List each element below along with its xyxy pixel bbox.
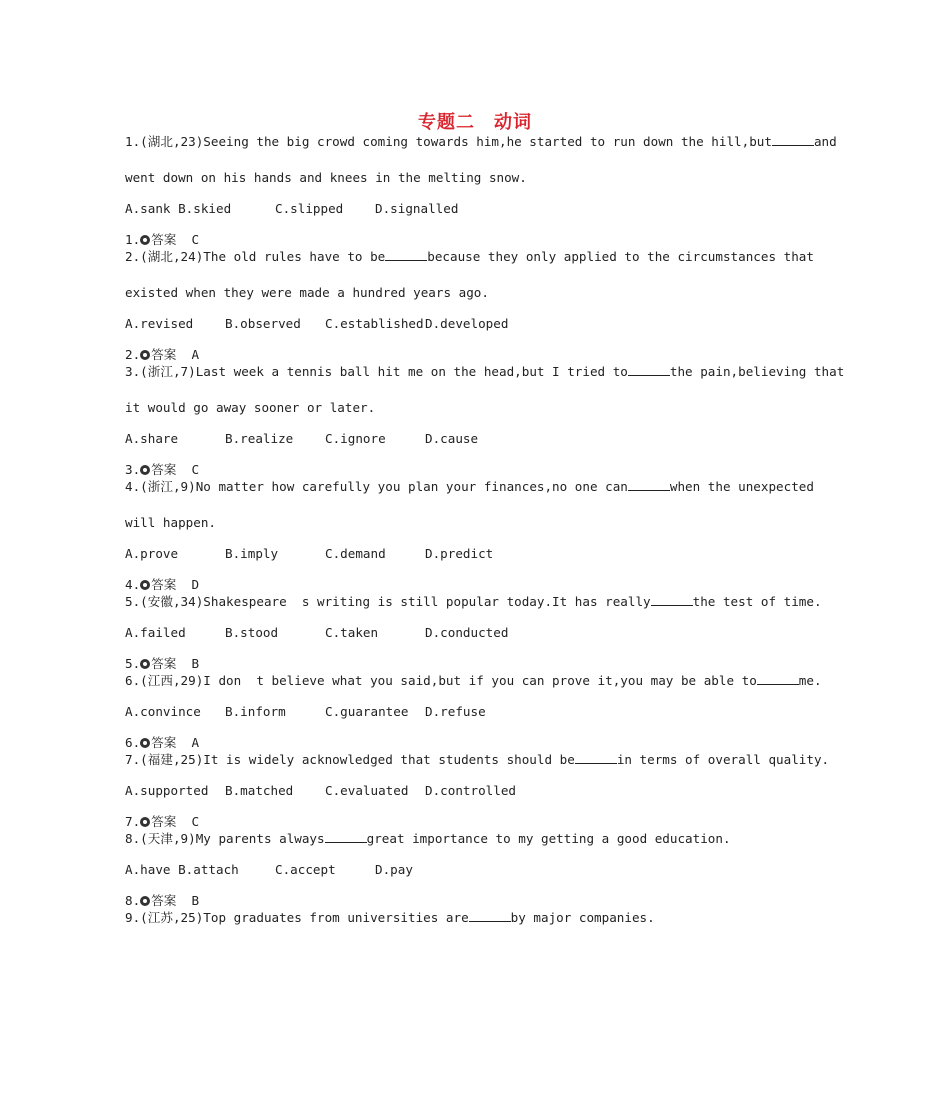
answer-line: 3. 答案 C — [125, 462, 200, 477]
question-stem: 2.(湖北,24)The old rules have to be because they only applied to the circumstances that — [125, 249, 814, 264]
option: D.controlled — [425, 783, 516, 798]
options — [125, 546, 830, 562]
option: D.cause — [425, 431, 479, 446]
option: B.inform — [225, 704, 286, 719]
answer-blank — [385, 248, 427, 261]
option: D.refuse — [425, 704, 486, 719]
answer-blank — [651, 593, 693, 606]
question-1 — [125, 133, 837, 248]
answer-marker-icon — [140, 738, 150, 748]
answer-blank — [772, 133, 814, 146]
answer-line: 4. 答案 D — [125, 577, 200, 592]
option: D.signalled — [375, 201, 459, 216]
option: C.evaluated — [325, 783, 409, 798]
answer-value: C — [191, 232, 200, 247]
question-list — [125, 133, 845, 926]
answer-marker-icon — [140, 896, 150, 906]
option: A.share — [125, 431, 179, 446]
answer-line: 1. 答案 C — [125, 232, 200, 247]
answer-line: 6. 答案 A — [125, 735, 200, 750]
options — [125, 201, 830, 217]
question-8 — [125, 830, 830, 909]
option: C.guarantee — [325, 704, 409, 719]
question-stem-continued: went down on his hands and knees in the melting snow. — [125, 170, 527, 185]
option: B.observed — [225, 316, 301, 331]
option: A.revised — [125, 316, 194, 331]
answer-value: B — [191, 656, 200, 671]
option: C.accept — [275, 862, 336, 877]
option: C.ignore — [325, 431, 386, 446]
option: C.slipped — [275, 201, 344, 216]
options — [125, 704, 830, 720]
option: B.imply — [225, 546, 279, 561]
answer-line: 7. 答案 C — [125, 814, 200, 829]
option: A.sank B.skied — [125, 201, 232, 216]
option: B.stood — [225, 625, 279, 640]
option: D.conducted — [425, 625, 509, 640]
question-stem: 4.(浙江,9)No matter how carefully you plan your finances,no one can when the unexpected — [125, 479, 814, 494]
question-9 — [125, 909, 830, 926]
question-stem: 6.(江西,29)I don t believe what you said,but if you can prove it,you may be able to me. — [125, 673, 822, 688]
question-stem: 7.(福建,25)It is widely acknowledged that students should be in terms of overall quality. — [125, 752, 830, 767]
question-4 — [125, 478, 830, 593]
question-2 — [125, 248, 830, 363]
question-stem-continued: existed when they were made a hundred years ago. — [125, 285, 489, 300]
question-stem: 3.(浙江,7)Last week a tennis ball hit me on the head,but I tried to the pain,believing that — [125, 364, 845, 379]
answer-line: 2. 答案 A — [125, 347, 200, 362]
answer-value: C — [191, 814, 200, 829]
answer-marker-icon — [140, 350, 150, 360]
answer-blank — [628, 478, 670, 491]
question-stem: 9.(江苏,25)Top graduates from universities are by major companies. — [125, 910, 655, 925]
answer-marker-icon — [140, 465, 150, 475]
options — [125, 783, 830, 799]
question-stem-continued: it would go away sooner or later. — [125, 400, 376, 415]
page-title: 专题二 动词 — [418, 112, 532, 133]
option: D.pay — [375, 862, 413, 877]
answer-value: B — [191, 893, 200, 908]
option: D.developed — [425, 316, 509, 331]
option: B.matched — [225, 783, 294, 798]
options — [125, 431, 830, 447]
question-stem: 5.(安徽,34)Shakespeare s writing is still popular today.It has really the test of time. — [125, 594, 822, 609]
option: D.predict — [425, 546, 494, 561]
option: B.realize — [225, 431, 294, 446]
question-3 — [125, 363, 845, 478]
options — [125, 862, 830, 878]
options — [125, 316, 830, 332]
option: C.demand — [325, 546, 386, 561]
option: A.prove — [125, 546, 179, 561]
answer-line: 8. 答案 B — [125, 893, 200, 908]
option: A.supported — [125, 783, 209, 798]
option: C.established — [325, 316, 424, 331]
question-stem: 8.(天津,9)My parents always great importance to my getting a good education. — [125, 831, 731, 846]
option: A.have B.attach — [125, 862, 239, 877]
answer-value: A — [191, 735, 200, 750]
options — [125, 625, 830, 641]
answer-blank — [575, 751, 617, 764]
question-6 — [125, 672, 830, 751]
answer-value: C — [191, 462, 200, 477]
answer-blank — [757, 672, 799, 685]
answer-marker-icon — [140, 235, 150, 245]
answer-blank — [628, 363, 670, 376]
answer-marker-icon — [140, 817, 150, 827]
question-stem: 1.(湖北,23)Seeing the big crowd coming towards him,he started to run down the hill,but and — [125, 134, 837, 149]
option: C.taken — [325, 625, 379, 640]
answer-value: D — [191, 577, 200, 592]
question-stem-continued: will happen. — [125, 515, 216, 530]
answer-blank — [469, 909, 511, 922]
option: A.failed — [125, 625, 186, 640]
option: A.convince — [125, 704, 201, 719]
answer-blank — [325, 830, 367, 843]
answer-value: A — [191, 347, 200, 362]
answer-marker-icon — [140, 580, 150, 590]
answer-line: 5. 答案 B — [125, 656, 200, 671]
question-7 — [125, 751, 830, 830]
question-5 — [125, 593, 830, 672]
answer-marker-icon — [140, 659, 150, 669]
